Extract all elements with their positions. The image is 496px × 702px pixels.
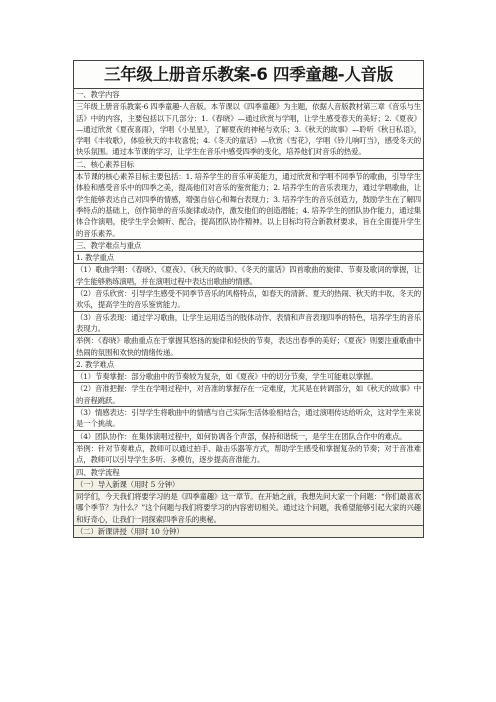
section-heading: 四、教学流程 bbox=[74, 467, 423, 479]
subheading: 2. 教学难点 bbox=[74, 359, 423, 371]
document-page bbox=[73, 60, 424, 538]
document-title: 三年级上册音乐教案-6 四季童趣-人音版 bbox=[74, 61, 423, 89]
section-heading: 一、教学内容 bbox=[74, 89, 423, 101]
paragraph: 本节课的核心素养目标主要包括：1. 培养学生的音乐审美能力，通过欣赏和学唱不同季节的歌曲，引导学生体验和感受音乐中的四季之美，提高他们对音乐的鉴赏能力；2. 培养学生的音乐表现力，通过学唱歌曲，让学生能够表达自己对四季的情感，增强自信心和舞台表现力；3. 培养学生的音乐创造力，鼓励学生在了解四季特点的基础上，创作简单的音乐旋律或动作，激发他们的创造潜能；4. 培养学生的团队协作能力，通过集体合作演唱，使学生学会倾听、配合，提高团队协作精神。以上目标均符合新教材要求，旨在全面提升学生的音乐素养。 bbox=[74, 171, 423, 240]
subheading: 1. 教学重点 bbox=[74, 252, 423, 264]
paragraph: （2）音准把握：学生在学唱过程中，对音准的掌握存在一定难度，尤其是在转调部分，如《秋天的故事》中的音程跳跃。 bbox=[74, 383, 423, 407]
paragraph: （2）音乐欣赏：引导学生感受不同季节音乐的风格特点，如春天的清新、夏天的热闹、秋天的丰收、冬天的欢乐，提高学生的音乐鉴赏能力。 bbox=[74, 288, 423, 312]
paragraph: （3）音乐表现：通过学习歌曲，让学生运用适当的肢体动作、表情和声音表现四季的特色，培养学生的音乐表现力。 bbox=[74, 312, 423, 336]
paragraph: 举例：《春晓》歌曲重点在于掌握其悠扬的旋律和轻快的节奏，表达出春季的美好；《夏夜》则要注重歌曲中热闹的氛围和欢快的情绪传递。 bbox=[74, 335, 423, 359]
paragraph: 三年级上册音乐教案-6 四季童趣-人音版。本节课以《四季童趣》为主题，依据人音版教材第三章《音乐与生活》中的内容，主要包括以下几部分：1.《春晓》—通过欣赏与学唱，让学生感受春天的美好；2.《夏夜》—通过欣赏《夏夜喜雨》，学唱《小星星》，了解夏夜的神秘与欢乐；3.《秋天的故事》—聆听《秋日私语》，学唱《丰收歌》，体验秋天的丰收喜悦；4.《冬天的童话》—欣赏《雪花》，学唱《铃儿响叮当》，感受冬天的快乐氛围。通过本节课的学习，让学生在音乐中感受四季的变化，培养他们对音乐的热爱。 bbox=[74, 101, 423, 158]
paragraph: （1）节奏掌握：部分歌曲中的节奏较为复杂，如《夏夜》中的切分节奏，学生可能难以掌握。 bbox=[74, 371, 423, 383]
paragraph: （3）情感表达：引导学生将歌曲中的情感与自己实际生活体验相结合，通过演唱传达给听众，这对学生来说是一个挑战。 bbox=[74, 407, 423, 431]
paragraph: （4）团队协作：在集体演唱过程中，如何协调各个声部，保持和谐统一，是学生在团队合作中的难点。 bbox=[74, 431, 423, 443]
paragraph: 同学们，今天我们将要学习的是《四季童趣》这一章节。在开始之前，我想先问大家一个问题：“你们最喜欢哪个季节？为什么？”这个问题与我们将要学习的内容密切相关。通过这个问题，我希望能够引起大家的兴趣和好奇心，让我们一同探索四季音乐的奥秘。 bbox=[74, 491, 423, 526]
subheading: （二）新课讲授（用时 10 分钟） bbox=[74, 526, 423, 537]
paragraph: 举例：针对节奏难点，教师可以通过拍手、敲击乐器等方式，帮助学生感受和掌握复杂的节奏；对于音准难点，教师可以引导学生多听、多模仿，逐步提高音准能力。 bbox=[74, 443, 423, 467]
section-heading: 三、教学难点与重点 bbox=[74, 240, 423, 252]
paragraph: （1）歌曲学唱：《春晓》、《夏夜》、《秋天的故事》、《冬天的童话》四首歌曲的旋律、节奏及歌词的掌握，让学生能够熟练演唱，并在演唱过程中表达出歌曲的情感。 bbox=[74, 264, 423, 288]
subheading: （一）导入新课（用时 5 分钟） bbox=[74, 479, 423, 491]
section-heading: 二、核心素养目标 bbox=[74, 159, 423, 171]
